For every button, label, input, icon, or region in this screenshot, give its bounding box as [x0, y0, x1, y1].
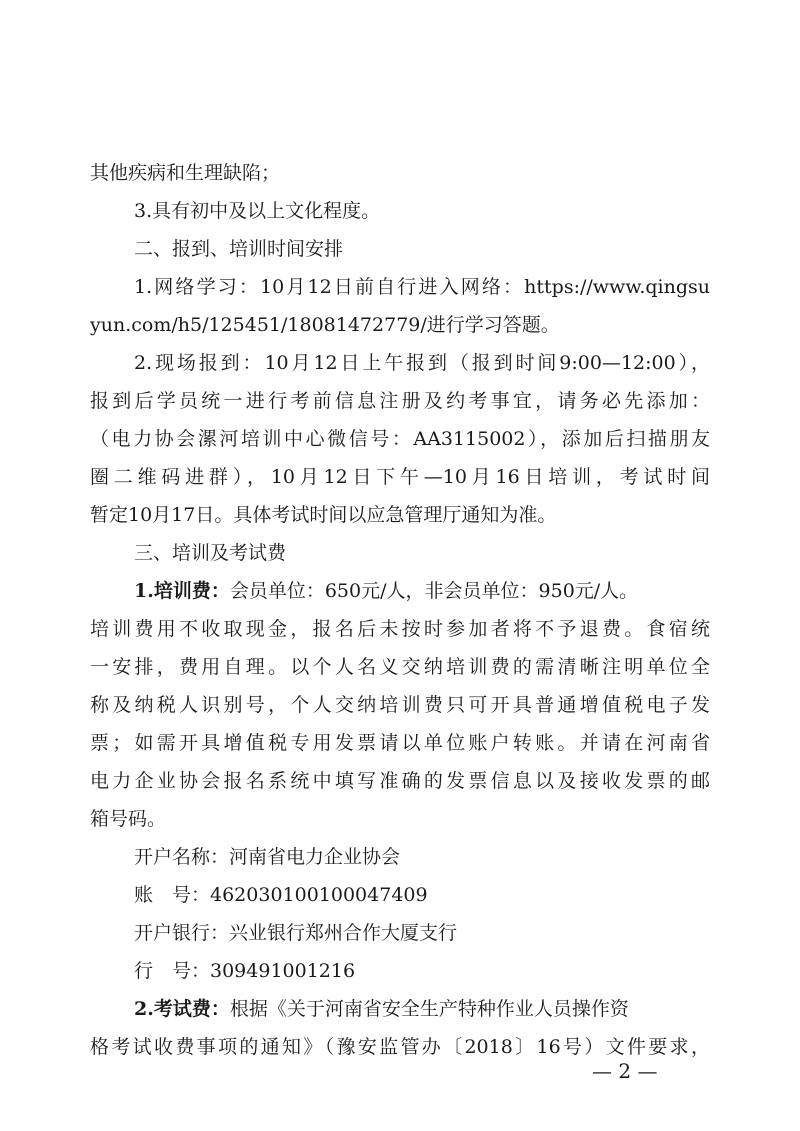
account-number: 账 号：462030100100047409 [134, 884, 428, 906]
training-fee-label: 1.培训费： [134, 580, 230, 602]
exam-fee-line [134, 997, 710, 1021]
section-heading: 二、报到、培训时间安排 [134, 238, 344, 260]
text-line: 2.现场报到：10月12日上午报到（报到时间9:00—12:00）， [134, 352, 710, 374]
text-line: 1.网络学习：10月12日前自行进入网络：https://www.qingsu [134, 276, 710, 298]
exam-fee-text: 根据《关于河南省安全生产特种作业人员操作资 [229, 998, 629, 1020]
text-line: 箱号码。 [90, 808, 167, 830]
text-line: 报到后学员统一进行考前信息注册及约考事宜，请务必先添加： [90, 390, 710, 412]
account-name: 开户名称：河南省电力企业协会 [134, 846, 401, 868]
text-line: 圈二维码进群），10月12日下午—10月16日培训，考试时间 [90, 466, 710, 488]
bank-name: 开户银行：兴业银行郑州合作大厦支行 [134, 922, 458, 944]
text-line: 称及纳税人识别号，个人交纳培训费只可开具普通增值税电子发 [90, 694, 710, 716]
text-line: 格考试收费事项的通知》（豫安监管办〔2018〕16号）文件要求， [90, 1036, 710, 1058]
bank-code: 行 号：309491001216 [134, 960, 356, 982]
exam-fee-label: 2.考试费： [134, 998, 230, 1020]
text-line: yun.com/h5/125451/18081472779/进行学习答题。 [90, 314, 560, 336]
page-number: — 2 — [592, 1059, 658, 1083]
training-fee-line [134, 579, 710, 603]
text-line: 一安排，费用自理。以个人名义交纳培训费的需清晰注明单位全 [90, 656, 710, 678]
text-line: 3.具有初中及以上文化程度。 [134, 200, 381, 222]
text-line: 电力企业协会报名系统中填写准确的发票信息以及接收发票的邮 [90, 770, 710, 792]
text-line: 其他疾病和生理缺陷； [90, 162, 281, 184]
training-fee-text: 会员单位：650元/人，非会员单位：950元/人。 [229, 580, 639, 602]
text-line: 暂定10月17日。具体考试时间以应急管理厅通知为准。 [90, 504, 557, 526]
text-line: 票；如需开具增值税专用发票请以单位账户转账。并请在河南省 [90, 732, 710, 754]
section-heading: 三、培训及考试费 [134, 542, 287, 564]
text-line: 培训费用不收取现金，报名后未按时参加者将不予退费。食宿统 [90, 618, 710, 640]
text-line: （电力协会漯河培训中心微信号：AA3115002），添加后扫描朋友 [90, 428, 710, 450]
